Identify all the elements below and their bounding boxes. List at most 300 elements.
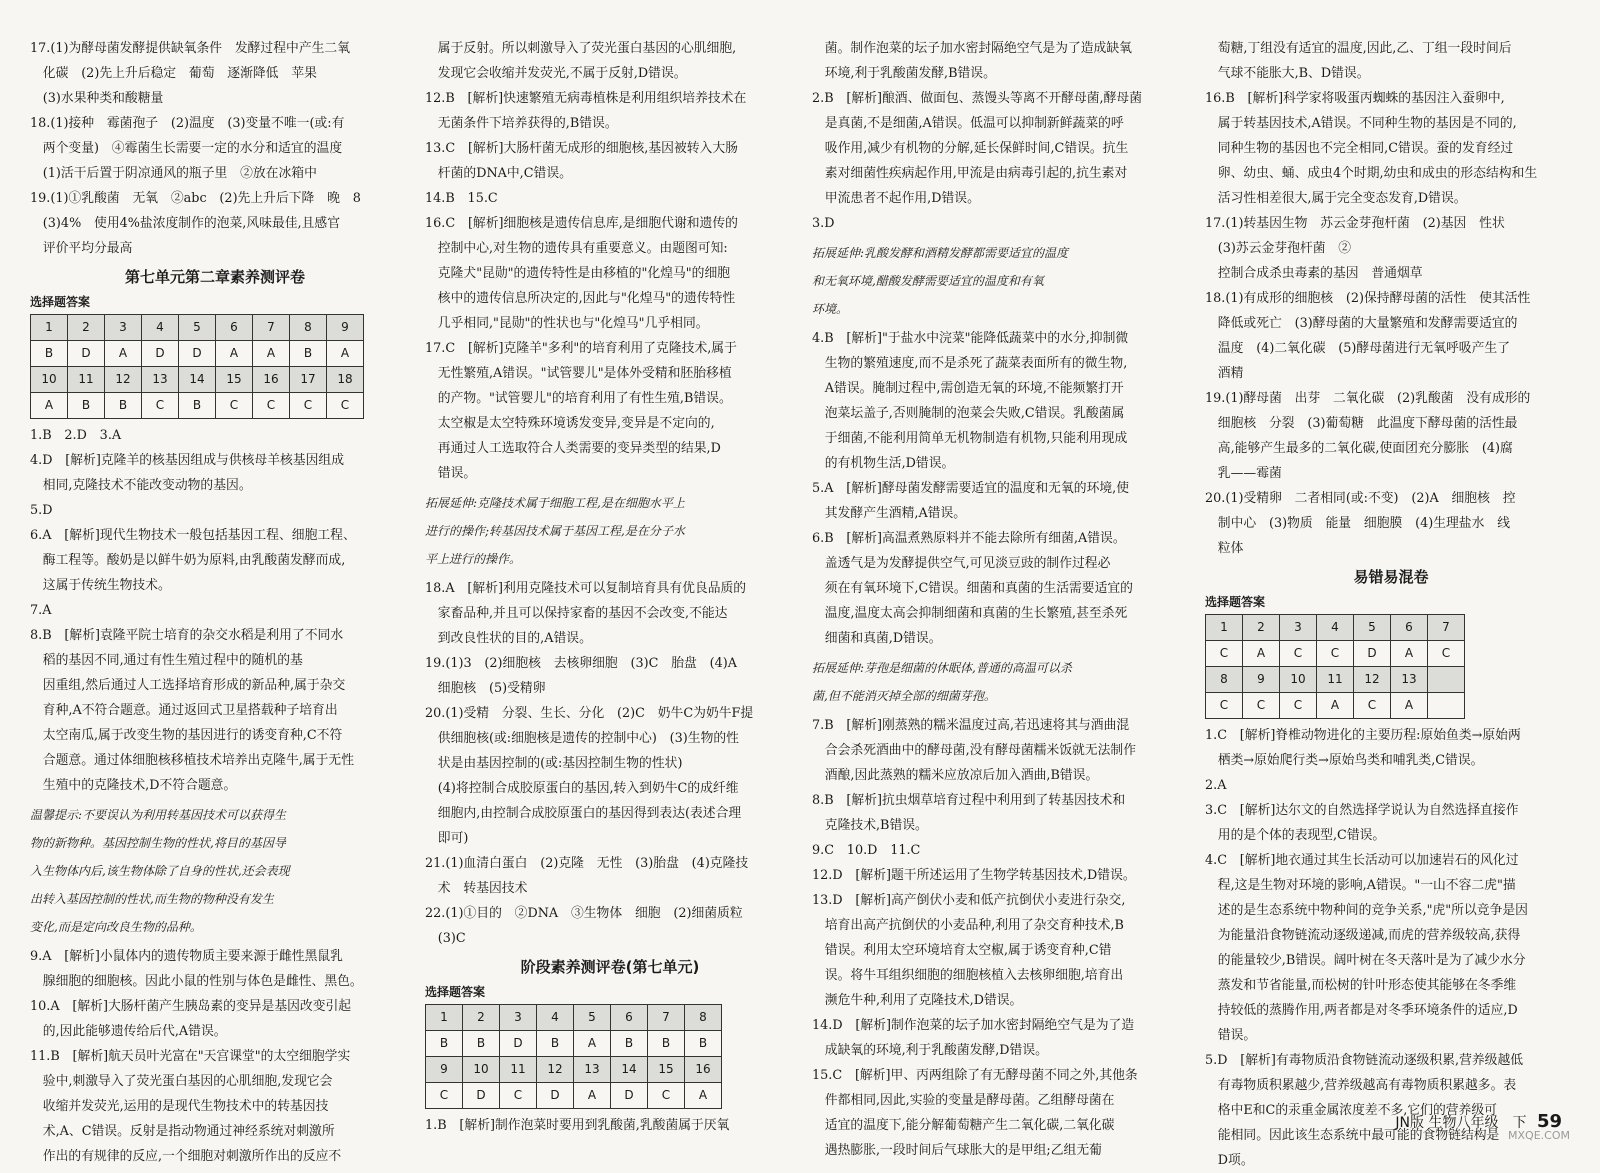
text-line: 的产物。"试管婴儿"的培育利用了有性生殖,B错误。 — [425, 391, 732, 406]
text-line: 错误。利用太空环境培育太空椒,属于诱变育种,C错 — [812, 943, 1112, 958]
answer-cell: 8 — [290, 315, 327, 341]
text-line: 控制合成杀虫毒素的基因 普通烟草 — [1205, 266, 1423, 281]
answer-cell: 15 — [648, 1057, 685, 1083]
answer-cell: C — [500, 1083, 537, 1109]
answer-cell: 13 — [574, 1057, 611, 1083]
text-line: 活习性相差很大,属于完全变态发育,D错误。 — [1205, 191, 1467, 206]
text-line: 适宜的温度下,能分解葡萄糖产生二氧化碳,二氧化碳 — [812, 1118, 1115, 1133]
text-line: 蒸发和节省能量,而松树的针叶形态使其能够在冬季维 — [1205, 978, 1517, 993]
note-line: 进行的操作;转基因技术属于基因工程,是在分子水 — [425, 524, 685, 538]
answer-cell: C — [290, 393, 327, 419]
text-line: 18.A [解析]利用克隆技术可以复制培育具有优良品质的 — [425, 581, 747, 596]
text-line: 14.D [解析]制作泡菜的坛子加水密封隔绝空气是为了造 — [812, 1018, 1135, 1033]
answer-block — [30, 111, 400, 186]
answer-cell: 8 — [1206, 667, 1243, 693]
note-line: 拓展延伸:乳酸发酵和酒精发酵都需要适宜的温度 — [812, 246, 1069, 260]
answer-cell: D — [463, 1083, 500, 1109]
text-line: 12.D [解析]题干所述运用了生物学转基因技术,D错误。 — [812, 868, 1136, 883]
answer-table-row — [31, 367, 364, 393]
answer-cell — [1428, 667, 1465, 693]
answer-table-row — [1206, 615, 1465, 641]
text-line: 18.(1)接种 霉菌孢子 (2)温度 (3)变量不唯一(或:有 — [30, 116, 345, 131]
answer-label: 选择题答案 — [1205, 595, 1266, 609]
answer-cell: D — [1354, 641, 1391, 667]
text-line: 6.B [解析]高温煮熟原料并不能去除所有细菌,A错误。 — [812, 531, 1126, 546]
answer-cell: 6 — [611, 1005, 648, 1031]
answer-cell: 11 — [1317, 667, 1354, 693]
answer-cell: 1 — [1206, 615, 1243, 641]
answer-cell: C — [1206, 641, 1243, 667]
tip-note — [812, 657, 1182, 707]
text-line: 误。将牛耳组织细胞的细胞核植入去核卵细胞,培育出 — [812, 968, 1124, 983]
answer-cell: B — [648, 1031, 685, 1057]
answer-cell: A — [216, 341, 253, 367]
answer-table-row — [426, 1005, 722, 1031]
text-line: 错误。 — [1205, 1028, 1257, 1043]
text-line: 术,A、C错误。反射是指动物通过神经系统对刺激所 — [30, 1124, 335, 1139]
answer-cell: 17 — [290, 367, 327, 393]
text-line: 菌。制作泡菜的坛子加水密封隔绝空气是为了造成缺氧 — [812, 41, 1132, 56]
text-line: 酶工程等。酸奶是以鲜牛奶为原料,由乳酸菌发酵而成, — [30, 553, 346, 568]
column-3 — [812, 36, 1182, 1163]
answer-cell: 11 — [500, 1057, 537, 1083]
text-line: 述的是生态系统中物种间的竞争关系,"虎"所以竞争是因 — [1205, 903, 1528, 918]
answer-cell: B — [68, 393, 105, 419]
answer-table-row — [1206, 641, 1465, 667]
text-line: 持较低的蒸腾作用,两者都是对冬季环境条件的适应,D — [1205, 1003, 1518, 1018]
note-line: 环境。 — [812, 302, 849, 316]
text-line: 2.B [解析]酿酒、做面包、蒸馒头等离不开酵母菌,酵母菌 — [812, 91, 1142, 106]
text-line: 4.C [解析]地衣通过其生长活动可以加速岩石的风化过 — [1205, 853, 1519, 868]
answer-cell: 6 — [216, 315, 253, 341]
answer-cell: A — [574, 1083, 611, 1109]
text-line: 9.A [解析]小鼠体内的遗传物质主要来源于雌性黑鼠乳 — [30, 949, 343, 964]
text-line: (1)活干后置于阴凉通风的瓶子里 ②放在冰箱中 — [30, 166, 317, 181]
text-line: 15.C [解析]甲、丙两组除了有无酵母菌不同之外,其他条 — [812, 1068, 1138, 1083]
answer-table-row — [31, 393, 364, 419]
text-line: (4)将控制合成胶原蛋白的基因,转入到奶牛C的成纤维 — [425, 781, 739, 796]
answer-cell: D — [142, 341, 179, 367]
text-line: 6.A [解析]现代生物技术一般包括基因工程、细胞工程、 — [30, 528, 356, 543]
note-line: 平上进行的操作。 — [425, 552, 522, 566]
answer-cell: C — [327, 393, 364, 419]
answer-block — [425, 1113, 795, 1138]
answer-cell: C — [142, 393, 179, 419]
answer-block — [812, 36, 1182, 236]
answer-cell: 13 — [1391, 667, 1428, 693]
answer-cell: 7 — [648, 1005, 685, 1031]
text-line: 收缩并发荧光,运用的是现代生物技术中的转基因技 — [30, 1099, 329, 1114]
answer-block — [30, 186, 400, 261]
answer-cell: A — [253, 341, 290, 367]
text-line: 属于转基因技术,A错误。不同种生物的基因是不同的, — [1205, 116, 1517, 131]
text-line: 到改良性状的目的,A错误。 — [425, 631, 592, 646]
answer-cell: 8 — [685, 1005, 722, 1031]
text-line: 濒危牛种,利用了克隆技术,D错误。 — [812, 993, 1023, 1008]
text-line: 状是由基因控制的(或:基因控制生物的性状) — [425, 756, 683, 771]
note-line: 和无氧环境,醋酸发酵需要适宜的温度和有氧 — [812, 274, 1044, 288]
text-line: 细胞核 分裂 (3)葡萄糖 此温度下酵母菌的活性最 — [1205, 416, 1518, 431]
text-line: 19.(1)①乳酸菌 无氧 ②abc (2)先上升后下降 晚 8 — [30, 191, 361, 206]
text-line: 3.C [解析]达尔文的自然选择学说认为自然选择直接作 — [1205, 803, 1519, 818]
answer-cell: 5 — [179, 315, 216, 341]
answer-table-row — [426, 1031, 722, 1057]
answer-cell: C — [426, 1083, 463, 1109]
text-line: 克隆技术,B错误。 — [812, 818, 928, 833]
text-line: 11.B [解析]航天员叶光富在"天宫课堂"的太空细胞学实 — [30, 1049, 351, 1064]
answer-cell: 7 — [1428, 615, 1465, 641]
answer-block — [1205, 36, 1577, 561]
answer-block — [30, 944, 400, 1169]
answer-cell: A — [1243, 641, 1280, 667]
text-line: 5.D — [30, 503, 53, 518]
answer-cell: A — [685, 1083, 722, 1109]
text-line: 于细菌,不能利用简单无机物制造有机物,只能利用现成 — [812, 431, 1128, 446]
answer-cell: B — [31, 341, 68, 367]
text-line: 生殖中的克隆技术,D不符合题意。 — [30, 778, 237, 793]
column-4 — [1205, 36, 1577, 1173]
answer-cell: 3 — [1280, 615, 1317, 641]
text-line: (3)水果种类和酸糖量 — [30, 91, 164, 106]
text-line: (3)4% 使用4%盐浓度制作的泡菜,风味最佳,且感官 — [30, 216, 341, 231]
answer-cell: 4 — [142, 315, 179, 341]
note-line: 温馨提示:不要误认为利用转基因技术可以获得生 — [30, 808, 287, 822]
text-line: 2.A — [1205, 778, 1227, 793]
section-heading: 易错易混卷 — [1353, 568, 1429, 586]
text-line: 杆菌的DNA中,C错误。 — [425, 166, 572, 181]
answer-cell: A — [327, 341, 364, 367]
text-line: 腺细胞的细胞核。因此小鼠的性别与体色是雌性、黑色。 — [30, 974, 363, 989]
text-line: 酒精 — [1205, 366, 1244, 381]
answer-table — [1205, 614, 1465, 719]
watermark: MXQE.COM — [1508, 1129, 1570, 1142]
text-line: 酒酿,因此蒸熟的糯米应放凉后加入酒曲,B错误。 — [812, 768, 1099, 783]
text-line: 化碳 (2)先上升后稳定 葡萄 逐渐降低 苹果 — [30, 66, 317, 81]
answer-cell: 16 — [685, 1057, 722, 1083]
text-line: 栖类→原始爬行类→原始鸟类和哺乳类,C错误。 — [1205, 753, 1484, 768]
answer-cell: B — [290, 341, 327, 367]
text-line: 能相同。因此该生态系统中最可能的食物链结构是 — [1205, 1128, 1500, 1143]
text-line: 再通过人工选取符合人类需要的变异类型的结果,D — [425, 441, 721, 456]
answer-table — [30, 314, 364, 419]
text-line: 发现它会收缩并发荧光,不属于反射,D错误。 — [425, 66, 687, 81]
text-line: 19.(1)3 (2)细胞核 去核卵细胞 (3)C 胎盘 (4)A — [425, 656, 737, 671]
answer-table-row — [426, 1083, 722, 1109]
answer-cell: C — [1206, 693, 1243, 719]
answer-cell: B — [611, 1031, 648, 1057]
text-line: 无菌条件下培养获得的,B错误。 — [425, 116, 618, 131]
answer-cell: 3 — [105, 315, 142, 341]
answer-cell: 2 — [1243, 615, 1280, 641]
text-line: 21.(1)血清白蛋白 (2)克隆 无性 (3)胎盘 (4)克隆技 — [425, 856, 749, 871]
answer-cell: 15 — [216, 367, 253, 393]
text-line: 育种,A不符合题意。通过返回式卫星搭载种子培育出 — [30, 703, 338, 718]
note-line: 入生物体内后,该生物体除了自身的性状,还会表现 — [30, 864, 290, 878]
answer-cell: B — [537, 1031, 574, 1057]
answer-cell: 12 — [1354, 667, 1391, 693]
answer-block — [812, 713, 1182, 1163]
text-line: 即可) — [425, 831, 469, 846]
answer-cell: 16 — [253, 367, 290, 393]
answer-cell: 11 — [68, 367, 105, 393]
answer-label: 选择题答案 — [425, 985, 486, 999]
answer-cell: 1 — [426, 1005, 463, 1031]
text-line: 20.(1)受精 分裂、生长、分化 (2)C 奶牛C为奶牛F提 — [425, 706, 754, 721]
answer-cell: A — [31, 393, 68, 419]
answer-cell: 5 — [574, 1005, 611, 1031]
answer-cell: A — [574, 1031, 611, 1057]
text-line: 甲流患者不起作用,D错误。 — [812, 191, 980, 206]
answer-cell: C — [1317, 641, 1354, 667]
footer-subject: 生物八年级 下 — [1428, 1115, 1527, 1131]
answer-block — [425, 36, 795, 486]
answer-block — [1205, 723, 1577, 1173]
text-line: D项。 — [1205, 1153, 1254, 1168]
answer-cell: 9 — [1243, 667, 1280, 693]
text-line: 术 转基因技术 — [425, 881, 528, 896]
text-line: 13.D [解析]高产倒伏小麦和低产抗倒伏小麦进行杂交, — [812, 893, 1126, 908]
text-line: 素对细菌性疾病起作用,甲流是由病毒引起的,抗生素对 — [812, 166, 1128, 181]
text-line: 温度 (4)二氧化碳 (5)酵母菌进行无氧呼吸产生了 — [1205, 341, 1510, 356]
text-line: 克隆犬"昆勋"的遗传特性是由移植的"化煌马"的细胞 — [425, 266, 731, 281]
text-line: 无性繁殖,A错误。"试管婴儿"是体外受精和胚胎移植 — [425, 366, 732, 381]
answer-table-row — [31, 315, 364, 341]
text-line: 13.C [解析]大肠杆菌无成形的细胞核,基因被转入大肠 — [425, 141, 738, 156]
text-line: (3)C — [425, 931, 466, 946]
answer-cell: D — [500, 1031, 537, 1057]
text-line: 16.C [解析]细胞核是遗传信息库,是细胞代谢和遗传的 — [425, 216, 738, 231]
answer-cell: 9 — [426, 1057, 463, 1083]
text-line: 气球不能胀大,B、D错误。 — [1205, 66, 1370, 81]
text-line: 格中E和C的汞重金属浓度差不多,它们的营养级可 — [1205, 1103, 1497, 1118]
text-line: 高,能够产生最多的二氧化碳,使面团充分膨胀 (4)腐 — [1205, 441, 1513, 456]
text-line: 供细胞核(或:细胞核是遗传的控制中心) (3)生物的性 — [425, 731, 739, 746]
answer-cell: 14 — [179, 367, 216, 393]
note-line: 拓展延伸:芽孢是细菌的休眠体,普通的高温可以杀 — [812, 661, 1072, 675]
text-line: 10.A [解析]大肠杆菌产生胰岛素的变异是基因改变引起 — [30, 999, 352, 1014]
answer-cell: B — [179, 393, 216, 419]
text-line: 8.B [解析]袁隆平院士培育的杂交水稻是利用了不同水 — [30, 628, 344, 643]
answer-block — [30, 423, 400, 798]
answer-cell: C — [1243, 693, 1280, 719]
text-line: 1.C [解析]脊椎动物进化的主要历程:原始鱼类→原始两 — [1205, 728, 1521, 743]
answer-cell: C — [1428, 641, 1465, 667]
answer-cell: 10 — [463, 1057, 500, 1083]
tip-note — [812, 242, 1182, 320]
text-line: 其发酵产生酒精,A错误。 — [812, 506, 967, 521]
answer-cell: C — [648, 1083, 685, 1109]
answer-cell: 13 — [142, 367, 179, 393]
text-line: 1.B 2.D 3.A — [30, 428, 122, 443]
answer-label: 选择题答案 — [30, 295, 91, 309]
text-line: 合题意。通过体细胞核移植技术培养出克隆牛,属于无性 — [30, 753, 354, 768]
answer-cell — [1428, 693, 1465, 719]
text-line: 细胞核 (5)受精卵 — [425, 681, 546, 696]
text-line: 8.B [解析]抗虫烟草培育过程中利用到了转基因技术和 — [812, 793, 1126, 808]
text-line: 件都相同,因此,实验的变量是酵母菌。乙组酵母菌在 — [812, 1093, 1115, 1108]
answer-cell: 10 — [1280, 667, 1317, 693]
text-line: 17.(1)转基因生物 苏云金芽孢杆菌 (2)基因 性状 — [1205, 216, 1505, 231]
answer-cell: 4 — [537, 1005, 574, 1031]
text-line: 几乎相同,"昆勋"的性状也与"化煌马"几乎相同。 — [425, 316, 709, 331]
answer-cell: 18 — [327, 367, 364, 393]
text-line: 温度,温度太高会抑制细菌和真菌的生长繁殖,甚至杀死 — [812, 606, 1128, 621]
text-line: 合会杀死酒曲中的酵母菌,没有酵母菌糯米饭就无法制作 — [812, 743, 1136, 758]
text-line: 相同,克隆技术不能改变动物的基因。 — [30, 478, 252, 493]
answer-cell: D — [68, 341, 105, 367]
note-line: 变化,而是定向改良生物的品种。 — [30, 920, 202, 934]
answer-cell: C — [253, 393, 290, 419]
text-line: 22.(1)①目的 ②DNA ③生物体 细胞 (2)细菌质粒 — [425, 906, 743, 921]
text-line: 稻的基因不同,通过有性生殖过程中的随机的基 — [30, 653, 303, 668]
answer-block — [425, 576, 795, 951]
text-line: 错误。 — [425, 466, 477, 481]
text-line: 9.C 10.D 11.C — [812, 843, 921, 858]
answer-block — [812, 326, 1182, 651]
answer-cell: B — [426, 1031, 463, 1057]
answer-cell: C — [1280, 641, 1317, 667]
text-line: 细菌和真菌,D错误。 — [812, 631, 942, 646]
text-line: 这属于传统生物技术。 — [30, 578, 171, 593]
text-line: 18.(1)有成形的细胞核 (2)保持酵母菌的活性 使其活性 — [1205, 291, 1531, 306]
answer-cell: 3 — [500, 1005, 537, 1031]
answer-table-row — [1206, 667, 1465, 693]
text-line: 降低或死亡 (3)酵母菌的大量繁殖和发酵需要适宜的 — [1205, 316, 1518, 331]
answer-cell: A — [1317, 693, 1354, 719]
answer-cell: A — [105, 341, 142, 367]
text-line: 19.(1)酵母菌 出芽 二氧化碳 (2)乳酸菌 没有成形的 — [1205, 391, 1531, 406]
answer-cell: 2 — [68, 315, 105, 341]
text-line: 制中心 (3)物质 能量 细胞膜 (4)生理盐水 线 — [1205, 516, 1510, 531]
answer-cell: 5 — [1354, 615, 1391, 641]
answer-cell: B — [463, 1031, 500, 1057]
text-line: 20.(1)受精卵 二者相同(或:不变) (2)A 细胞核 控 — [1205, 491, 1516, 506]
text-line: 评价平均分最高 — [30, 241, 133, 256]
answer-cell: C — [216, 393, 253, 419]
text-line: 4.D [解析]克隆羊的核基因组成与供核母羊核基因组成 — [30, 453, 344, 468]
text-line: 的,因此能够遗传给后代,A错误。 — [30, 1024, 227, 1039]
answer-cell: 1 — [31, 315, 68, 341]
text-line: 7.A — [30, 603, 52, 618]
text-line: 生物的繁殖速度,而不是杀死了蔬菜表面所有的微生物, — [812, 356, 1128, 371]
text-line: 的有机物生活,D错误。 — [812, 456, 955, 471]
text-line: 有毒物质积累越少,营养级越高有毒物质积累越多。表 — [1205, 1078, 1517, 1093]
tip-note — [30, 804, 400, 938]
text-line: 培育出高产抗倒伏的小麦品种,利用了杂交育种技术,B — [812, 918, 1124, 933]
note-line: 出转入基因控制的性状,而生物的物种没有发生 — [30, 892, 274, 906]
text-line: 萄糖,丁组没有适宜的温度,因此,乙、丁组一段时间后 — [1205, 41, 1512, 56]
text-line: 作出的有规律的反应,一个细胞对刺激所作出的反应不 — [30, 1149, 342, 1164]
text-line: 家畜品种,并且可以保持家畜的基因不会改变,不能达 — [425, 606, 728, 621]
text-line: 因重组,然后通过人工选择培育形成的新品种,属于杂交 — [30, 678, 346, 693]
answer-cell: D — [611, 1083, 648, 1109]
text-line: 卵、幼虫、蛹、成虫4个时期,幼虫和成虫的形态结构和生 — [1205, 166, 1538, 181]
text-line: 1.B [解析]制作泡菜时要用到乳酸菌,乳酸菌属于厌氧 — [425, 1118, 730, 1133]
column-1 — [30, 36, 400, 1169]
text-line: 成缺氧的环境,利于乳酸菌发酵,D错误。 — [812, 1043, 1048, 1058]
answer-cell: 2 — [463, 1005, 500, 1031]
text-line: 是真菌,不是细菌,A错误。低温可以抑制新鲜蔬菜的呼 — [812, 116, 1124, 131]
answer-cell: C — [1280, 693, 1317, 719]
text-line: 同种生物的基因也不完全相同,C错误。蚕的发育经过 — [1205, 141, 1514, 156]
answer-cell: 14 — [611, 1057, 648, 1083]
answer-cell: 9 — [327, 315, 364, 341]
page-number: 59 — [1536, 1111, 1562, 1132]
text-line: 5.D [解析]有毒物质沿食物链流动逐级积累,营养级越低 — [1205, 1053, 1524, 1068]
text-line: 用的是个体的表现型,C错误。 — [1205, 828, 1386, 843]
text-line: 的能量较少,B错误。阔叶树在冬天落叶是为了减少水分 — [1205, 953, 1526, 968]
text-line: 粒体 — [1205, 541, 1244, 556]
answer-table — [425, 1004, 722, 1109]
answer-cell: B — [685, 1031, 722, 1057]
answer-cell: 4 — [1317, 615, 1354, 641]
text-line: 3.D — [812, 216, 835, 231]
text-line: 4.B [解析]"于盐水中浣菜"能降低蔬菜中的水分,抑制微 — [812, 331, 1129, 346]
answer-cell: B — [105, 393, 142, 419]
answer-table-row — [1206, 693, 1465, 719]
text-line: 环境,利于乳酸菌发酵,B错误。 — [812, 66, 996, 81]
section-heading: 第七单元第二章素养测评卷 — [124, 268, 305, 286]
text-line: 属于反射。所以刺激导入了荧光蛋白基因的心肌细胞, — [425, 41, 737, 56]
text-line: 泡菜坛盖子,否则腌制的泡菜会失败,C错误。乳酸菌属 — [812, 406, 1125, 421]
answer-cell: 10 — [31, 367, 68, 393]
text-line: 14.B 15.C — [425, 191, 498, 206]
answer-block — [30, 36, 400, 111]
text-line: 太空南瓜,属于改变生物的基因进行的诱变育种,C不符 — [30, 728, 343, 743]
text-line: 细胞内,由控制合成胶原蛋白的基因得到表达(表述合理 — [425, 806, 742, 821]
answer-cell: 12 — [537, 1057, 574, 1083]
answer-cell: 7 — [253, 315, 290, 341]
text-line: 12.B [解析]快速繁殖无病毒植株是利用组织培养技术在 — [425, 91, 747, 106]
answer-cell: D — [179, 341, 216, 367]
answer-cell: A — [1391, 693, 1428, 719]
text-line: 16.B [解析]科学家将吸蛋丙蜘蛛的基因注入蚕卵中, — [1205, 91, 1505, 106]
text-line: 两个变量) ④霉菌生长需要一定的水分和适宜的温度 — [30, 141, 343, 156]
text-line: 程,这是生物对环境的影响,A错误。"一山不容二虎"描 — [1205, 878, 1516, 893]
text-line: 17.(1)为酵母菌发酵提供缺氧条件 发酵过程中产生二氧 — [30, 41, 351, 56]
answer-cell: 6 — [1391, 615, 1428, 641]
text-line: 为能量沿食物链流动逐级递减,而虎的营养级较高,获得 — [1205, 928, 1521, 943]
answer-table-row — [31, 341, 364, 367]
text-line: 吸作用,减少有机物的分解,延长保鲜时间,C错误。抗生 — [812, 141, 1129, 156]
answer-cell: 12 — [105, 367, 142, 393]
answer-cell: D — [537, 1083, 574, 1109]
tip-note — [425, 492, 795, 570]
answer-table-row — [426, 1057, 722, 1083]
note-line: 菌,但不能消灭掉全部的细菌芽孢。 — [812, 689, 996, 703]
text-line: 须在有氧环境下,C错误。细菌和真菌的生活需要适宜的 — [812, 581, 1133, 596]
note-line: 拓展延伸:克隆技术属于细胞工程,是在细胞水平上 — [425, 496, 685, 510]
text-line: A错误。腌制过程中,需创造无氧的环境,不能频繁打开 — [812, 381, 1124, 396]
footer-edition: JN版 — [1395, 1115, 1425, 1131]
text-line: 遇热膨胀,一段时间后气球胀大的是甲组;乙组无葡 — [812, 1143, 1102, 1158]
text-line: (3)苏云金芽孢杆菌 ② — [1205, 241, 1352, 256]
text-line: 乳——霉菌 — [1205, 466, 1282, 481]
text-line: 控制中心,对生物的遗传具有重要意义。由题图可知: — [425, 241, 728, 256]
text-line: 17.C [解析]克隆羊"多利"的培育利用了克隆技术,属于 — [425, 341, 737, 356]
note-line: 物的新物种。基因控制生物的性状,将目的基因导 — [30, 836, 286, 850]
text-line: 太空椒是太空特殊环境诱发变异,变异是不定向的, — [425, 416, 715, 431]
text-line: 核中的遗传信息所决定的,因此与"化煌马"的遗传特性 — [425, 291, 736, 306]
answer-cell: C — [1354, 693, 1391, 719]
column-2 — [425, 36, 795, 1138]
section-heading: 阶段素养测评卷(第七单元) — [520, 958, 700, 976]
text-line: 5.A [解析]酵母菌发酵需要适宜的温度和无氧的环境,使 — [812, 481, 1130, 496]
text-line: 盖透气是为发酵提供空气,可见淡豆豉的制作过程必 — [812, 556, 1111, 571]
text-line: 7.B [解析]刚蒸熟的糯米温度过高,若迅速将其与酒曲混 — [812, 718, 1130, 733]
text-line: 验中,刺激导入了荧光蛋白基因的心肌细胞,发现它会 — [30, 1074, 333, 1089]
answer-cell: A — [1391, 641, 1428, 667]
